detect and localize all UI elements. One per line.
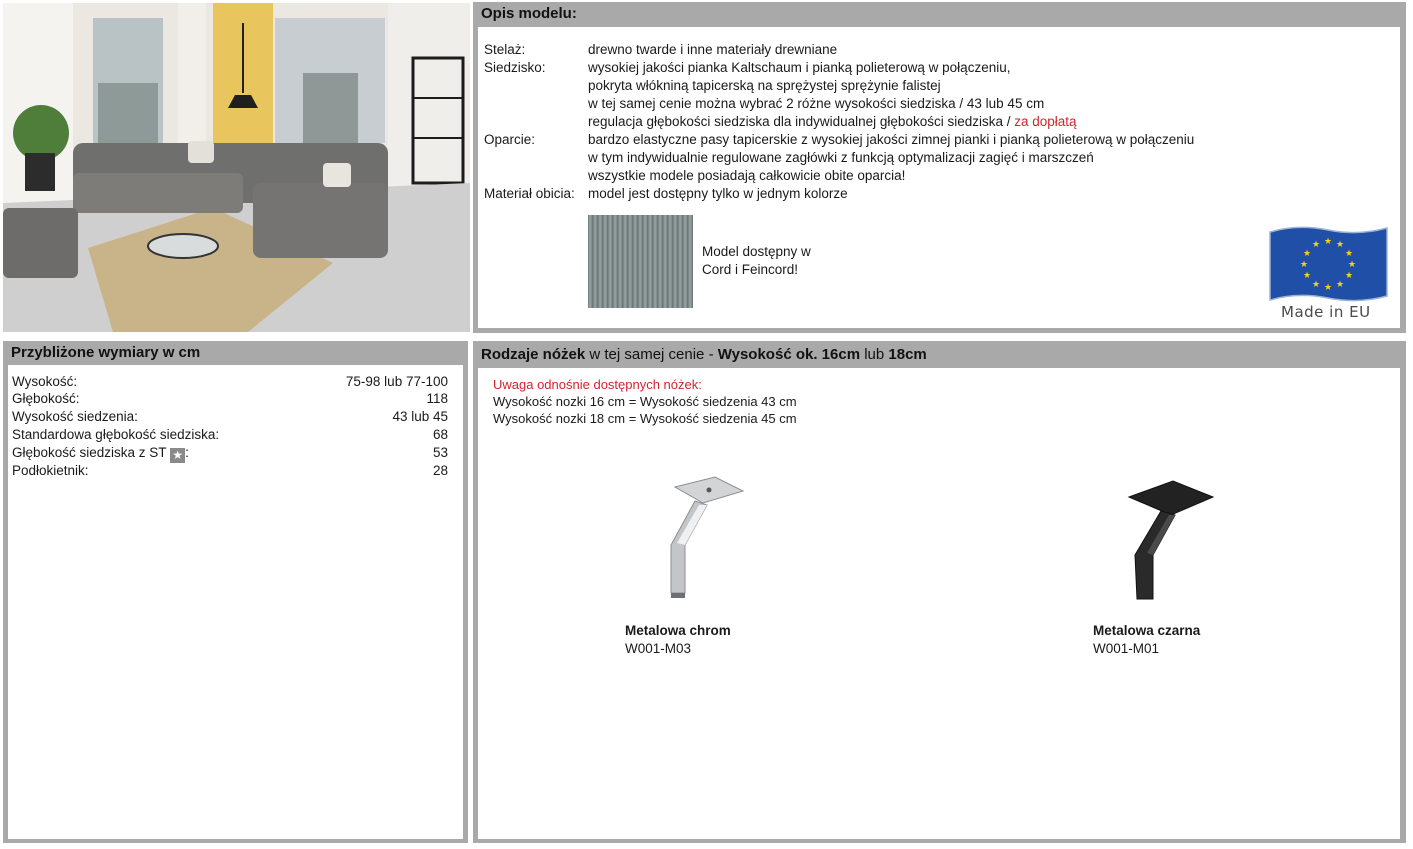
value-seat-4 xyxy=(588,113,1077,131)
value-cover-material: model jest dostępny tylko w jednym kolorze xyxy=(588,186,848,201)
dim-label-st-suffix: : xyxy=(185,445,189,460)
legs-note-line-2: Wysokość nozki 18 cm = Wysokość siedzenia 45 cm xyxy=(493,411,797,426)
chrome-leg-name: Metalowa chrom xyxy=(625,623,731,638)
dim-label-st-seat-depth xyxy=(12,444,189,463)
svg-text:★: ★ xyxy=(1323,283,1333,293)
value-seat-1: wysokiej jakości pianka Kaltschaum i pianką polieterową w połączeniu, xyxy=(588,60,1011,75)
svg-text:★: ★ xyxy=(1311,240,1321,250)
surcharge-text: za dopłatą xyxy=(1014,114,1077,129)
value-backrest-2: w tym indywidualnie regulowane zagłówki z funkcją optymalizacji zagięć i marszczeń xyxy=(588,150,1094,165)
dim-value-depth: 118 xyxy=(426,391,448,406)
legs-title-bold-3: 18cm xyxy=(888,346,927,363)
fabric-caption-1: Model dostępny w xyxy=(702,244,811,259)
value-backrest-3: wszystkie modele posiadają całkowicie obite oparcia! xyxy=(588,168,906,183)
dimensions-header xyxy=(3,342,468,364)
legs-title-normal-1: w tej samej cenie - xyxy=(585,346,718,363)
legs-header xyxy=(473,344,943,366)
value-seat-4-text: regulacja głębokości siedziska dla indywidualnej głębokości siedziska / xyxy=(588,114,1015,129)
chrome-leg-code: W001-M03 xyxy=(625,641,692,656)
bottom-right-inner xyxy=(478,368,1400,839)
sofa-room-photo xyxy=(3,3,470,332)
black-leg-name: Metalowa czarna xyxy=(1093,623,1201,638)
legs-title-bold-2: Wysokość ok. 16cm xyxy=(717,346,861,363)
value-backrest-1: bardzo elastyczne pasy tapicerskie z wysokiej jakości zimnej pianki i pianką polieterową w połączeniu xyxy=(588,132,1195,147)
model-description-header xyxy=(473,3,1406,25)
dim-value-seat-height: 43 lub 45 xyxy=(392,409,448,424)
made-in-eu-text: Made in EU xyxy=(1281,303,1371,321)
dim-label-depth: Głębokość: xyxy=(12,391,80,406)
value-frame: drewno twarde i inne materiały drewniane xyxy=(588,42,838,57)
svg-text:★: ★ xyxy=(1335,240,1345,250)
eu-flag-icon xyxy=(1268,224,1389,304)
fabric-caption-2: Cord i Feincord! xyxy=(702,262,799,277)
dim-label-height: Wysokość: xyxy=(12,374,78,389)
black-leg-image xyxy=(1125,475,1220,605)
label-cover-material: Materiał obicia: xyxy=(484,186,575,201)
legs-title-normal-2: lub xyxy=(860,346,889,363)
dim-value-st-seat-depth: 53 xyxy=(432,445,448,460)
legs-note-title: Uwaga odnośnie dostępnych nóżek: xyxy=(493,377,702,392)
room-illustration xyxy=(3,3,470,332)
svg-text:★: ★ xyxy=(1311,280,1321,290)
dim-value-std-seat-depth: 68 xyxy=(432,427,448,442)
chrome-leg-image xyxy=(655,475,750,605)
svg-text:★: ★ xyxy=(1302,249,1312,259)
dim-label-seat-height: Wysokość siedzenia: xyxy=(12,409,138,424)
svg-text:★: ★ xyxy=(1344,271,1354,281)
svg-text:★: ★ xyxy=(1302,271,1312,281)
svg-text:★: ★ xyxy=(1299,260,1309,270)
svg-text:★: ★ xyxy=(1335,280,1345,290)
dimensions-title: Przybliżone wymiary w cm xyxy=(11,344,201,361)
dim-label-armrest: Podłokietnik: xyxy=(12,463,89,478)
model-description-title: Opis modelu: xyxy=(481,5,577,22)
dim-value-height: 75-98 lub 77-100 xyxy=(345,374,448,389)
value-seat-2: pokryta włókniną tapicerską na sprężystej sprężynie falistej xyxy=(588,78,941,93)
dim-label-st-text: Głębokość siedziska z ST xyxy=(12,445,167,460)
legs-title-bold-1: Rodzaje nóżek xyxy=(481,346,586,363)
star-icon: ★ xyxy=(170,448,185,463)
svg-text:★: ★ xyxy=(1344,249,1354,259)
dim-label-std-seat-depth: Standardowa głębokość siedziska: xyxy=(12,427,220,442)
value-seat-3: w tej samej cenie można wybrać 2 różne wysokości siedziska / 43 lub 45 cm xyxy=(588,96,1045,111)
label-seat: Siedzisko: xyxy=(484,60,546,75)
dim-value-armrest: 28 xyxy=(432,463,448,478)
svg-text:★: ★ xyxy=(1347,260,1357,270)
legs-note-line-1: Wysokość nozki 16 cm = Wysokość siedzenia 43 cm xyxy=(493,394,797,409)
black-leg-code: W001-M01 xyxy=(1093,641,1160,656)
svg-text:★: ★ xyxy=(1323,237,1333,247)
cord-fabric-swatch xyxy=(588,215,693,308)
label-frame: Stelaż: xyxy=(484,42,526,57)
label-backrest: Oparcie: xyxy=(484,132,536,147)
